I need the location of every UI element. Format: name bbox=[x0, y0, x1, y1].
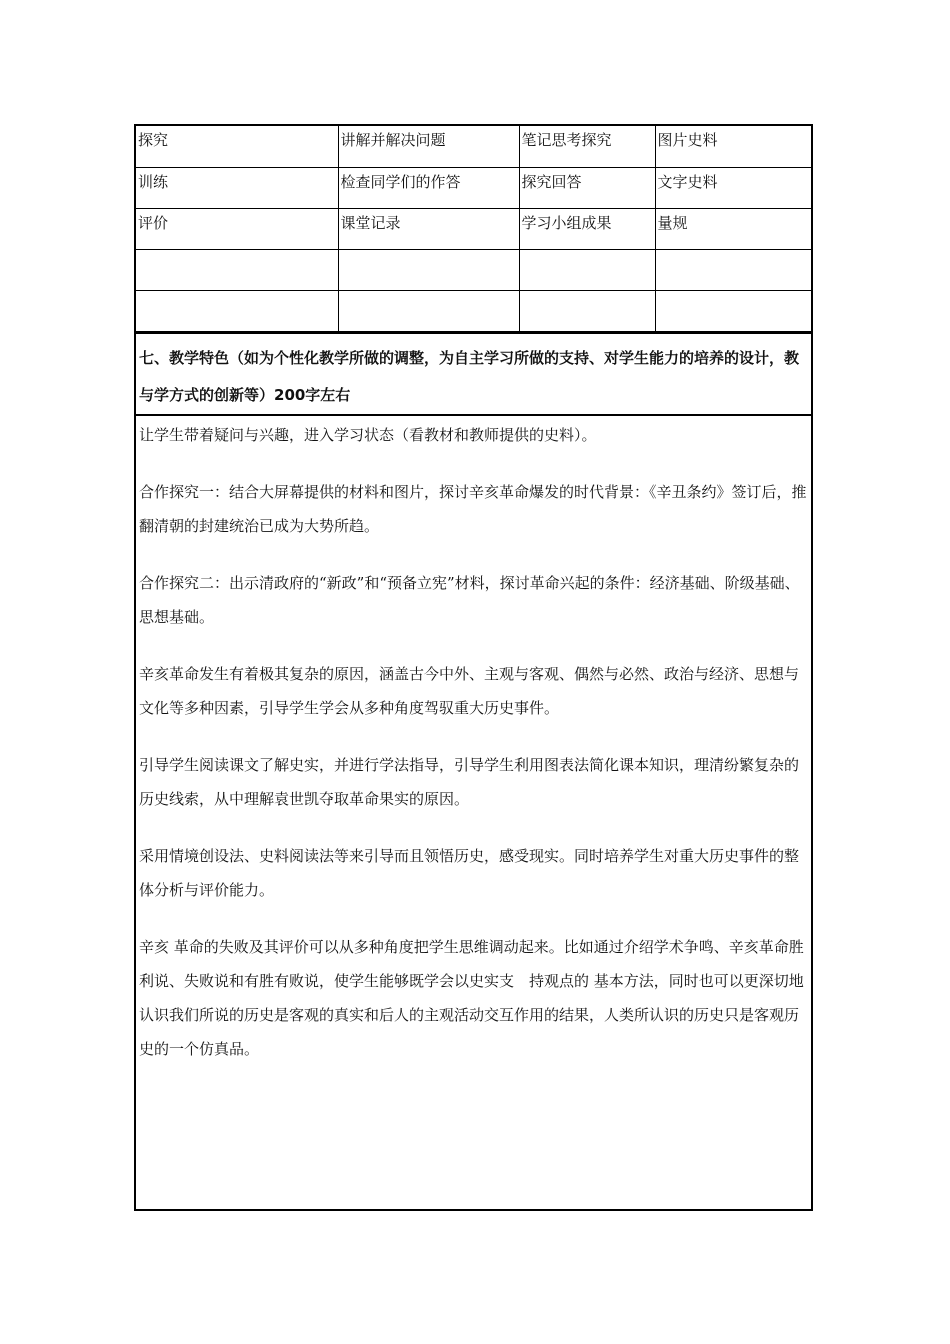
table-cell bbox=[136, 249, 338, 290]
paragraph: 合作探究二：出示清政府的“新政”和“预备立宪”材料，探讨革命兴起的条件：经济基础、阶级基础、思想基础。 bbox=[139, 573, 800, 626]
table-cell bbox=[338, 249, 519, 290]
table-cell: 讲解并解决问题 bbox=[338, 126, 519, 167]
table-row bbox=[136, 249, 811, 290]
table-row bbox=[136, 290, 811, 331]
table-cell: 笔记思考探究 bbox=[519, 126, 655, 167]
table-cell: 检查同学们的作答 bbox=[338, 167, 519, 208]
table-cell bbox=[136, 290, 338, 331]
table-cell bbox=[519, 290, 655, 331]
paragraph: 采用情境创设法、史料阅读法等来引导而且领悟历史，感受现实。同时培养学生对重大历史事件的整体分析与评价能力。 bbox=[139, 846, 800, 899]
table-cell bbox=[519, 249, 655, 290]
paragraph: 辛亥革命发生有着极其复杂的原因，涵盖古今中外、主观与客观、偶然与必然、政治与经济、思想与文化等多种因素，引导学生学会从多种角度驾驭重大历史事件。 bbox=[139, 664, 800, 717]
paragraph: 引导学生阅读课文了解史实，并进行学法指导，引导学生利用图表法简化课本知识，理清纷繁复杂的历史线索，从中理解袁世凯夺取革命果实的原因。 bbox=[139, 755, 800, 808]
section-body bbox=[136, 416, 811, 1066]
table-cell bbox=[655, 249, 811, 290]
table-cell: 探究 bbox=[136, 126, 338, 167]
table-cell: 学习小组成果 bbox=[519, 208, 655, 249]
table-row bbox=[136, 167, 811, 208]
table-cell bbox=[655, 290, 811, 331]
table-cell: 文字史料 bbox=[655, 167, 811, 208]
table-row bbox=[136, 208, 811, 249]
table-cell bbox=[338, 290, 519, 331]
table-cell: 图片史料 bbox=[655, 126, 811, 167]
table-cell: 课堂记录 bbox=[338, 208, 519, 249]
table-row bbox=[136, 126, 811, 167]
paragraph: 让学生带着疑问与兴趣，进入学习状态（看教材和教师提供的史料）。 bbox=[139, 425, 597, 444]
paragraph: 合作探究一：结合大屏幕提供的材料和图片，探讨辛亥革命爆发的时代背景：《辛丑条约》签订后，推翻清朝的封建统治已成为大势所趋。 bbox=[139, 482, 807, 535]
table-cell: 量规 bbox=[655, 208, 811, 249]
table-cell: 评价 bbox=[136, 208, 338, 249]
paragraph: 辛亥 革命的失败及其评价可以从多种角度把学生思维调动起来。比如通过介绍学术争鸣、辛亥革命胜利说、失败说和有胜有败说，使学生能够既学会以史实支 持观点的 基本方法，同时也可以更深切地认识我们所说的历史是客观的真实和后人的主观活动交互作用的结果，人类所认识的历史只是客观历史的一个仿真品。 bbox=[139, 937, 804, 1058]
table-cell: 训练 bbox=[136, 167, 338, 208]
teaching-table bbox=[136, 126, 811, 332]
table-cell: 探究回答 bbox=[519, 167, 655, 208]
section-heading: 七、教学特色（如为个性化教学所做的调整，为自主学习所做的支持、对学生能力的培养的设计，教与学方式的创新等）200字左右 bbox=[136, 332, 811, 416]
document-frame bbox=[134, 124, 813, 1211]
